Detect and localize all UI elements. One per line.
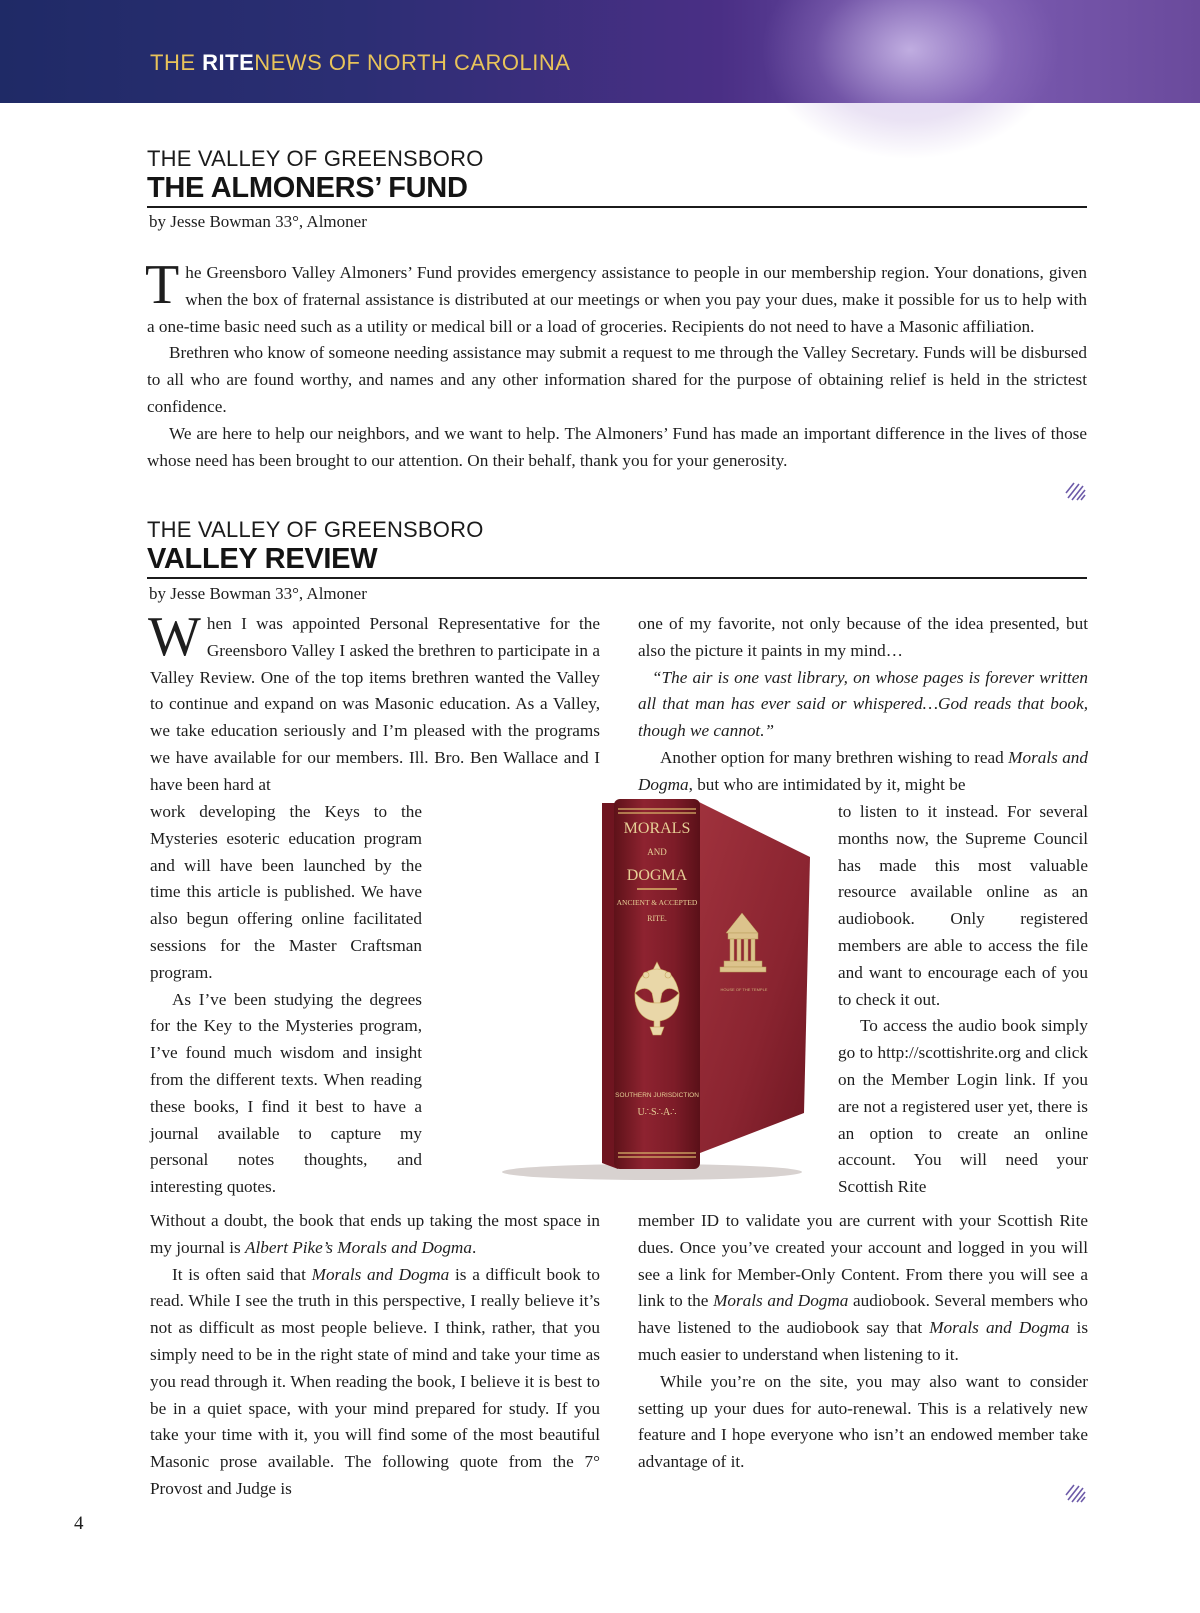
article2-paragraph-7: While you’re on the site, you may also want to consider setting up your dues for auto-renewal. This is a relatively new feature and I hope everyone who isn’t an endowed member take advantage of it. <box>638 1371 1088 1472</box>
article1-paragraph-1: The Greensboro Valley Almoners’ Fund provides emergency assistance to people in our membership region. Your donations, given when the box of fraternal assistance is distributed at our meetings or when you pay your dues, make it possible for us to help with a one-time basic need such as a utility or medical bill or a load of groceries. Recipients do not need to have a Masonic affiliation. <box>145 254 1087 336</box>
article2-paragraph-5-cont: to listen to it instead. For several months now, the Supreme Council has made this most valuable resource available online as an audiobook. Only registered members are able to access the file and want to encourage each of you to check it out. <box>838 802 1088 1009</box>
book-front-cover <box>697 801 810 1153</box>
article1-body <box>145 254 1087 474</box>
spine-title-2: DOGMA <box>626 867 688 884</box>
spine-and: AND <box>647 847 667 857</box>
spine-sub-1: ANCIENT & ACCEPTED <box>616 898 698 907</box>
end-of-article-icon <box>1064 1483 1086 1503</box>
article1-headline: THE ALMONERS’ FUND <box>147 171 1087 208</box>
morals-and-dogma-book-image <box>432 797 824 1187</box>
article2-paragraph-6: To access the audio book simply go to http://scottishrite.org and click on the Member Login link. If you are not a registered user yet, there is an option to create an online account. You will need your Scottish Rite <box>838 1016 1088 1197</box>
article2-left-bottom <box>150 1208 600 1503</box>
spine-foot-2: U∴S∴A∴ <box>637 1107 677 1118</box>
article2-quote: “The air is one vast library, on whose pages is forever written all that man has ever said or whispered…God reads that book, though we cannot.” <box>638 667 1088 741</box>
title-rest: NEWS OF NORTH CAROLINA <box>254 50 571 75</box>
article2-left-narrow <box>150 799 422 1201</box>
article2-right-narrow <box>838 799 1088 1201</box>
title-brand: RITE <box>202 50 255 75</box>
page-number: 4 <box>74 1513 84 1534</box>
article2-paragraph-5-start: Another option for many brethren wishing to read Morals and Dogma, but who are intimidated by it, might be <box>638 747 1088 794</box>
article1-dropcap: T <box>145 254 180 316</box>
article2-paragraph-1-cont: work developing the Keys to the Mysteries esoteric education program and will have been launched by the time this article is published. We have also begun offering online facilitated sessions for the Master Craftsman program. <box>150 802 422 982</box>
article2-paragraph-1-start: When I was appointed Personal Representative for the Greensboro Valley I asked the brethren to participate in a Valley Review. One of the top items brethren wanted the Valley to continue and expand on was Masonic education. As a Valley, we take education seriously and I’m pleased with the programs we have available for our members. Ill. Bro. Ben Wallace and I have been hard at <box>148 606 600 794</box>
cover-caption: HOUSE OF THE TEMPLE <box>720 987 768 992</box>
article2-dropcap: W <box>148 606 201 668</box>
title-prefix: THE <box>150 50 203 75</box>
article1-paragraph-3: We are here to help our neighbors, and we want to help. The Almoners’ Fund has made an important difference in the lives of those whose need has been brought to our attention. On their behalf, thank you for your generosity. <box>147 423 1087 470</box>
spine-title-1: MORALS <box>623 820 691 837</box>
publication-title <box>150 50 570 76</box>
masthead-banner <box>0 0 1200 103</box>
end-of-article-icon <box>1064 481 1086 501</box>
article1-kicker: THE VALLEY OF GREENSBORO <box>147 146 484 171</box>
article2-left-top <box>148 606 600 799</box>
article2-headline: VALLEY REVIEW <box>147 542 1087 579</box>
article2-right-bottom <box>638 1208 1088 1476</box>
article2-paragraph-6-cont: member ID to validate you are current with your Scottish Rite dues. Once you’ve created your account and logged in you will see a link for Member-Only Content. From there you will see a link to the Morals and Dogma audiobook. Several members who have listened to the audiobook say that Morals and Dogma is much easier to understand when listening to it. <box>638 1211 1089 1364</box>
spine-foot-1: SOUTHERN JURISDICTION <box>615 1092 699 1099</box>
article2-paragraph-3: It is often said that Morals and Dogma is a difficult book to read. While I see the truth in this perspective, I really believe it’s not as difficult as most people believe. I think, rather, that you simply need to be in the right state of mind and take your time as you read through it. When reading the book, I believe it is best to be in a quiet space, with your mind prepared for study. If you take your time with it, you will find some of the most beautiful Masonic prose available. The following quote from the 7° Provost and Judge is <box>150 1264 601 1498</box>
article2-paragraph-2: As I’ve been studying the degrees for the Key to the Mysteries program, I’ve found much wisdom and insight from the different texts. When reading these books, I find it best to have a journal available to capture my personal notes thoughts, and interesting quotes. <box>150 989 422 1197</box>
article1-paragraph-2: Brethren who know of someone needing assistance may submit a request to me through the Valley Secretary. Funds will be disbursed to all who are found worthy, and names and any other information shared for the purpose of obtaining relief is held in the strictest confidence. <box>147 343 1087 416</box>
article1-byline: by Jesse Bowman 33°, Almoner <box>149 212 367 231</box>
banner-glow <box>760 0 1060 160</box>
article2-paragraph-2-cont: Without a doubt, the book that ends up taking the most space in my journal is Albert Pike’s Morals and Dogma. <box>150 1211 600 1257</box>
article2-kicker: THE VALLEY OF GREENSBORO <box>147 517 484 542</box>
spine-sub-2: RITE. <box>647 914 667 923</box>
article2-right-top <box>638 611 1088 799</box>
article2-byline: by Jesse Bowman 33°, Almoner <box>149 584 367 603</box>
article2-paragraph-4: one of my favorite, not only because of the idea presented, but also the picture it paints in my mind… <box>638 614 1088 660</box>
